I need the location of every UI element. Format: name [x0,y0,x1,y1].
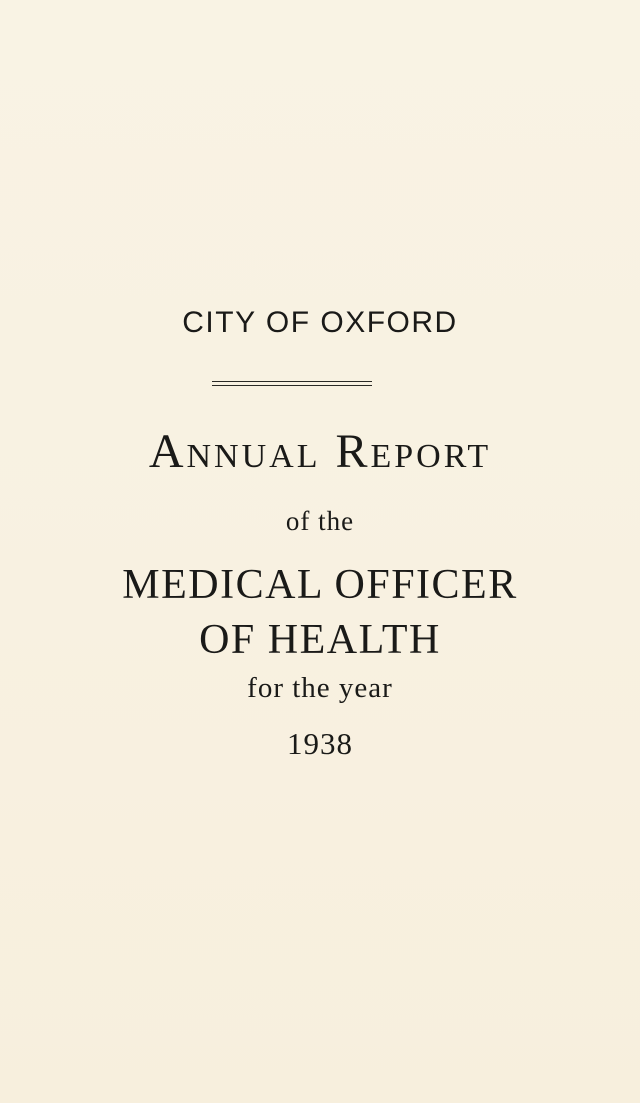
report-title: Annual Report [148,425,492,478]
double-rule-divider [212,381,372,386]
for-the-year-text: for the year [247,672,393,704]
of-the-text: of the [285,506,355,536]
report-year: 1938 [287,726,353,761]
office-title-line-1: MEDICAL OFFICER [122,562,518,608]
office-title-line-2: OF HEALTH [199,617,441,663]
city-heading: CITY OF OXFORD [182,306,458,339]
